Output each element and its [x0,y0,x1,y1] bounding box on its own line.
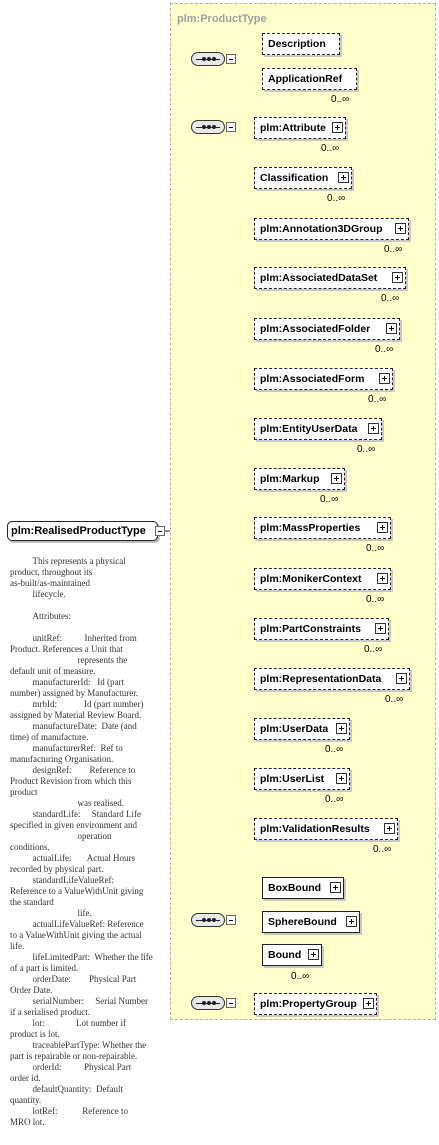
root-collapse-icon[interactable] [155,526,165,536]
schema-element-label: plm:MonikerContext [260,573,362,585]
schema-element-box[interactable] [254,517,391,539]
sequence-dot [202,57,206,61]
multiplicity-label: 0..∞ [364,644,383,655]
sequence-dot [202,125,206,129]
schema-element-label: plm:AssociatedForm [260,373,365,385]
multiplicity-label: 0..∞ [366,594,385,605]
schema-element-box[interactable] [262,33,340,55]
multiplicity-label: 0..∞ [366,543,385,554]
schema-element-box[interactable] [254,418,382,440]
expand-plus-icon[interactable] [331,473,342,484]
schema-element-label: plm:Annotation3DGroup [260,223,383,235]
expand-plus-icon[interactable] [346,916,357,927]
multiplicity-label: 0..∞ [381,293,400,304]
sequence-collapse-icon[interactable] [226,998,236,1008]
multiplicity-label: 0..∞ [373,844,392,855]
documentation-text: This represents a physical product, throughout its as-built/as-maintained lifecycle. Attributes: unitRef: Inherited from Product. References a Unit that represents the default unit of measure. manufacturerId: Id (part number) assigned by Manufacturer. mrbId: Id (part number) assigned by Material Review Board. manufactureDate: Date (and time) of manufacture. manufacturerRef: Ref to manufacturing Organisation. designRef: Reference to Product Revision from which this product was realised. standardLife: Standard Life specified in given environment and operation conditions. actualLife: Actual Hours recorded by physical part. standardLifeValueRef: Reference to a ValueWithUnit giving the standard life. actualLifeValueRef: Reference to a ValueWithUnit giving the actual life. lifeLimitedPart: Whether the life of a part is limited. orderDate: Physical Part Order Date. serialNumber: Serial Number if a serialised product. lot: Lot number if product is lot. traceablePartType: Whether the part is repairable or non-repairable. orderId: Physical Part order id. defaultQuantity: Default quantity. lotRef: Reference to MRO lot. [10,556,153,1127]
sequence-compositor-icon[interactable] [191,52,225,66]
expand-plus-icon[interactable] [332,122,343,133]
expand-plus-icon[interactable] [386,323,397,334]
schema-element-label: plm:ValidationResults [260,823,370,835]
expand-plus-icon[interactable] [379,373,390,384]
schema-element-label: Bound [268,949,302,961]
schema-element-box[interactable] [254,768,350,790]
schema-element-label: plm:MassProperties [260,522,361,534]
expand-plus-icon[interactable] [377,522,388,533]
expand-plus-icon[interactable] [336,723,347,734]
root-element-label: plm:RealisedProductType [11,525,146,537]
schema-element-label: Description [268,38,326,50]
sequence-dot [207,918,211,922]
sequence-compositor-icon[interactable] [191,996,225,1010]
schema-element-box[interactable] [254,167,352,189]
schema-element-label: plm:Markup [260,473,320,485]
multiplicity-label: 0..∞ [325,744,344,755]
schema-element-box[interactable] [254,818,398,840]
expand-plus-icon[interactable] [308,949,319,960]
schema-element-label: plm:AssociatedDataSet [260,272,378,284]
sequence-dot [207,1001,211,1005]
expand-plus-icon[interactable] [336,773,347,784]
schema-element-box[interactable] [262,944,322,966]
sequence-dot [202,1001,206,1005]
sequence-compositor-icon[interactable] [191,120,225,134]
schema-element-label: plm:UserList [260,773,325,785]
schema-element-box[interactable] [254,218,409,240]
expand-plus-icon[interactable] [363,998,374,1009]
sequence-compositor-icon[interactable] [191,913,225,927]
schema-element-box[interactable] [254,117,346,139]
sequence-dot [207,57,211,61]
schema-element-box[interactable] [254,468,345,490]
multiplicity-label: 0..∞ [327,193,346,204]
multiplicity-label: 0..∞ [325,794,344,805]
sequence-dot [212,125,216,129]
sequence-dot [212,57,216,61]
sequence-dot [202,918,206,922]
sequence-collapse-icon[interactable] [226,915,236,925]
multiplicity-label: 0..∞ [291,971,310,982]
sequence-dot [207,125,211,129]
multiplicity-label: 0..∞ [357,444,376,455]
schema-element-label: plm:EntityUserData [260,423,358,435]
schema-element-label: plm:PropertyGroup [260,998,357,1010]
schema-element-label: SphereBound [268,916,337,928]
schema-element-box[interactable] [262,68,357,90]
sequence-dot [212,918,216,922]
schema-element-box[interactable] [262,877,344,899]
multiplicity-label: 0..∞ [375,344,394,355]
expand-plus-icon[interactable] [392,272,403,283]
schema-element-box[interactable] [254,993,377,1015]
expand-plus-icon[interactable] [375,623,386,634]
schema-element-label: BoxBound [268,882,322,894]
expand-plus-icon[interactable] [395,223,406,234]
multiplicity-label: 0..∞ [331,94,350,105]
schema-element-box[interactable] [254,568,391,590]
multiplicity-label: 0..∞ [321,143,340,154]
schema-element-box[interactable] [254,718,350,740]
schema-element-box[interactable] [254,368,393,390]
expand-plus-icon[interactable] [396,673,407,684]
sequence-collapse-icon[interactable] [226,122,236,132]
expand-plus-icon[interactable] [330,882,341,893]
schema-element-label: Classification [260,172,329,184]
schema-element-box[interactable] [254,318,400,340]
schema-element-box[interactable] [254,668,410,690]
product-type-group [170,3,436,1020]
schema-element-box[interactable] [254,267,406,289]
schema-element-label: ApplicationRef [268,73,343,85]
schema-element-box[interactable] [254,618,389,640]
group-title: plm:ProductType [177,13,267,25]
multiplicity-label: 0..∞ [368,394,387,405]
schema-element-label: plm:Attribute [260,122,326,134]
multiplicity-label: 0..∞ [384,244,403,255]
sequence-collapse-icon[interactable] [226,54,236,64]
schema-element-label: plm:RepresentationData [260,673,382,685]
schema-element-label: plm:PartConstraints [260,623,361,635]
expand-plus-icon[interactable] [377,573,388,584]
schema-element-label: plm:AssociatedFolder [260,323,371,335]
schema-element-box[interactable] [262,911,360,933]
multiplicity-label: 0..∞ [385,694,404,705]
schema-element-label: plm:UserData [260,723,329,735]
expand-plus-icon[interactable] [368,423,379,434]
sequence-dot [212,1001,216,1005]
root-element-box[interactable] [7,521,158,541]
expand-plus-icon[interactable] [338,172,349,183]
multiplicity-label: 0..∞ [320,494,339,505]
expand-plus-icon[interactable] [384,823,395,834]
